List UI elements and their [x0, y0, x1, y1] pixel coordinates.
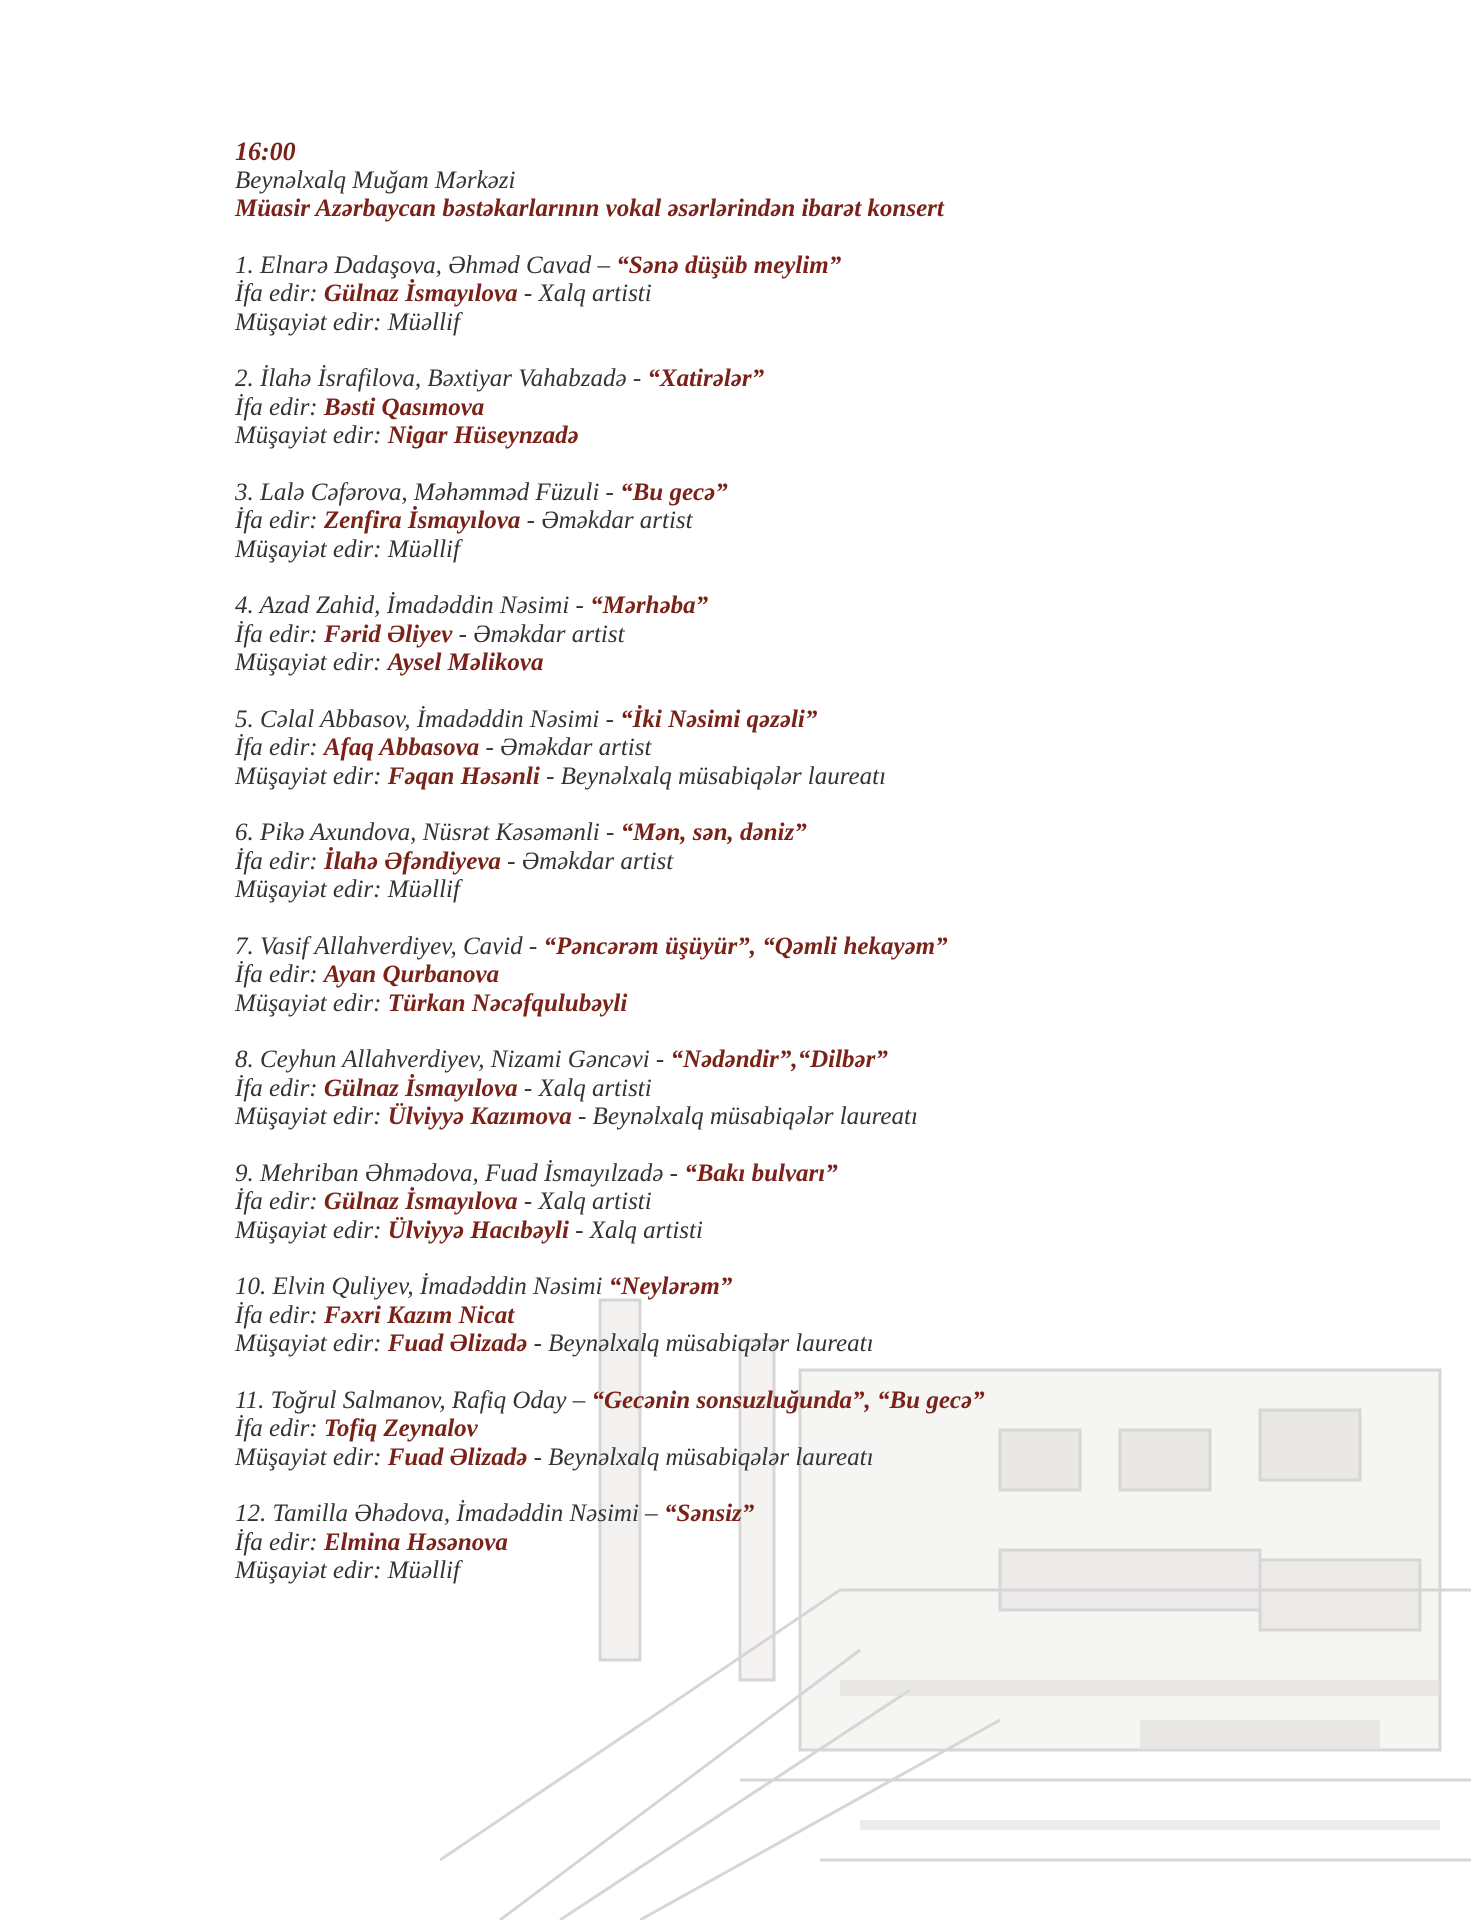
entry-performer-title: - Xalq artisti — [523, 1188, 652, 1215]
entry-number: 1. — [235, 251, 254, 279]
entry-accompanist-line — [235, 536, 1385, 565]
entry-accompanist-line — [235, 876, 1385, 905]
entry-authors: Tamilla Əhədova, İmadəddin Nəsimi – — [272, 1500, 658, 1527]
program-entry — [235, 592, 1385, 678]
program-entry — [235, 706, 1385, 792]
entry-work-line — [235, 1500, 1385, 1529]
performer-label: İfa edir: — [235, 280, 318, 307]
entry-accompanist-line — [235, 422, 1385, 451]
entry-work-line — [235, 479, 1385, 508]
entry-accompanist: Ülviyyə Hacıbəyli — [387, 1216, 569, 1244]
performer-label: İfa edir: — [235, 1074, 318, 1102]
program-content — [235, 138, 1385, 1586]
entry-performer-line — [235, 280, 1385, 309]
program-entry — [235, 933, 1385, 1019]
entry-authors: İlahə İsrafilova, Bəxtiyar Vahabzadə - — [260, 365, 642, 392]
program-entry — [235, 1046, 1385, 1132]
entry-work-line — [235, 1273, 1385, 1302]
accompanist-label: Müşayiət edir: — [235, 422, 382, 449]
entry-performer-title: - Əməkdar artist — [485, 734, 652, 761]
entry-accompanist-title: - Beynəlxalq müsabiqələr laureatı — [533, 1330, 874, 1357]
entry-song-title: “Sənə düşüb meylim” — [616, 251, 842, 279]
program-entry — [235, 1387, 1385, 1473]
program-entry — [235, 479, 1385, 565]
accompanist-label: Müşayiət edir: — [235, 535, 382, 563]
entry-performer-line — [235, 961, 1385, 990]
entry-performer-line — [235, 848, 1385, 877]
entry-performer-line — [235, 507, 1385, 536]
entry-performer-line — [235, 1075, 1385, 1104]
entry-performer-line — [235, 1415, 1385, 1444]
entry-song-title: “Mərhəba” — [590, 592, 709, 619]
entry-performer: Afaq Abbasova — [323, 734, 480, 761]
entry-performer: Fərid Əliyev — [323, 620, 453, 648]
accompanist-label: Müşayiət edir: — [235, 1557, 382, 1584]
entry-performer: Gülnaz İsmayılova — [323, 1188, 518, 1215]
entry-accompanist-line — [235, 649, 1385, 678]
entry-performer: Zenfira İsmayılova — [323, 507, 521, 534]
entry-authors: Mehriban Əhmədova, Fuad İsmayılzadə - — [260, 1159, 678, 1187]
accompanist-label: Müşayiət edir: — [235, 308, 382, 336]
entry-performer: Gülnaz İsmayılova — [323, 280, 518, 307]
event-time: 16:00 — [235, 137, 296, 166]
entry-song-title: “Neylərəm” — [608, 1273, 733, 1300]
performer-label: İfa edir: — [235, 393, 318, 421]
entry-number: 2. — [235, 365, 254, 392]
performer-label: İfa edir: — [235, 1415, 318, 1442]
program-header — [235, 138, 1385, 224]
performer-label: İfa edir: — [235, 1188, 318, 1215]
entry-authors: Elvin Quliyev, İmadəddin Nəsimi — [272, 1273, 603, 1300]
entry-accompanist-line — [235, 1330, 1385, 1359]
entry-work-line — [235, 592, 1385, 621]
entry-performer-line — [235, 1188, 1385, 1217]
entry-performer-line — [235, 734, 1385, 763]
entry-accompanist-line — [235, 763, 1385, 792]
entry-accompanist-title: - Beynəlxalq müsabiqələr laureatı — [577, 1103, 918, 1130]
performer-label: İfa edir: — [235, 734, 318, 761]
entry-work-line — [235, 706, 1385, 735]
program-entries — [235, 252, 1385, 1586]
entry-accompanist-line — [235, 1557, 1385, 1586]
entry-performer-title: - Əməkdar artist — [526, 507, 693, 534]
entry-accompanist-line — [235, 309, 1385, 338]
entry-accompanist: Nigar Hüseynzadə — [387, 422, 579, 449]
entry-accompanist: Fəqan Həsənli — [387, 762, 540, 790]
entry-performer-title: - Xalq artisti — [523, 1074, 652, 1102]
entry-work-line — [235, 1046, 1385, 1075]
entry-work-line — [235, 365, 1385, 394]
entry-song-title: “İki Nəsimi qəzəli” — [620, 705, 818, 733]
entry-accompanist-line — [235, 1217, 1385, 1246]
entry-accompanist-title: - Beynəlxalq müsabiqələr laureatı — [546, 762, 887, 790]
accompanist-label: Müşayiət edir: — [235, 876, 382, 903]
accompanist-label: Müşayiət edir: — [235, 989, 382, 1017]
entry-performer: Bəsti Qasımova — [323, 393, 485, 421]
entry-number: 6. — [235, 819, 254, 846]
accompanist-label: Müşayiət edir: — [235, 1216, 382, 1244]
entry-number: 5. — [235, 705, 254, 733]
accompanist-label: Müşayiət edir: — [235, 1443, 382, 1471]
entry-performer: Gülnaz İsmayılova — [323, 1074, 518, 1102]
entry-performer-line — [235, 1529, 1385, 1558]
performer-label: İfa edir: — [235, 847, 318, 875]
entry-performer-line — [235, 394, 1385, 423]
entry-accompanist-line — [235, 1103, 1385, 1132]
entry-performer: Ayan Qurbanova — [323, 961, 500, 988]
entry-performer: Fəxri Kazım Nicat — [323, 1301, 515, 1329]
entry-accompanist: Aysel Məlikova — [387, 649, 544, 676]
entry-performer-title: - Əməkdar artist — [458, 620, 625, 648]
entry-accompanist-line — [235, 990, 1385, 1019]
entry-song-title: “Bakı bulvarı” — [684, 1159, 838, 1187]
entry-number: 7. — [235, 932, 254, 960]
performer-label: İfa edir: — [235, 620, 318, 648]
entry-work-line — [235, 1387, 1385, 1416]
program-entry — [235, 1160, 1385, 1246]
entry-authors: Lalə Cəfərova, Məhəmməd Füzuli - — [260, 478, 614, 506]
performer-label: İfa edir: — [235, 507, 318, 534]
entry-accompanist: Müəllif — [387, 1557, 460, 1584]
entry-number: 12. — [235, 1500, 267, 1527]
entry-accompanist: Müəllif — [387, 876, 460, 903]
entry-work-line — [235, 819, 1385, 848]
entry-work-line — [235, 1160, 1385, 1189]
entry-accompanist: Türkan Nəcəfqulubəyli — [387, 989, 628, 1017]
entry-work-line — [235, 933, 1385, 962]
entry-authors: Cəlal Abbasov, İmadəddin Nəsimi - — [260, 705, 614, 733]
accompanist-label: Müşayiət edir: — [235, 1103, 382, 1130]
entry-song-title: “Pəncərəm üşüyür”, “Qəmli hekayəm” — [543, 932, 948, 960]
entry-song-title: “Gecənin sonsuzluğunda”, “Bu gecə” — [591, 1386, 985, 1414]
program-entry — [235, 1273, 1385, 1359]
entry-accompanist-title: - Xalq artisti — [575, 1216, 703, 1244]
entry-number: 9. — [235, 1159, 254, 1187]
entry-song-title: “Bu gecə” — [620, 478, 728, 506]
entry-authors: Elnarə Dadaşova, Əhməd Cavad – — [260, 251, 610, 279]
entry-accompanist: Müəllif — [387, 535, 460, 563]
entry-number: 4. — [235, 592, 254, 619]
entry-number: 10. — [235, 1273, 267, 1300]
entry-performer-line — [235, 621, 1385, 650]
entry-performer: İlahə Əfəndiyeva — [323, 847, 501, 875]
program-entry — [235, 365, 1385, 451]
entry-authors: Vasif Allahverdiyev, Cavid - — [260, 932, 538, 960]
entry-performer: Elmina Həsənova — [323, 1528, 508, 1556]
performer-label: İfa edir: — [235, 1528, 318, 1556]
entry-song-title: “Xatirələr” — [647, 365, 765, 392]
entry-authors: Toğrul Salmanov, Rafiq Oday – — [270, 1386, 586, 1414]
entry-authors: Pikə Axundova, Nüsrət Kəsəmənli - — [260, 819, 615, 846]
entry-authors: Azad Zahid, İmadəddin Nəsimi - — [259, 592, 584, 619]
accompanist-label: Müşayiət edir: — [235, 649, 382, 676]
entry-accompanist-line — [235, 1444, 1385, 1473]
entry-number: 8. — [235, 1046, 254, 1073]
concert-title: Müasir Azərbaycan bəstəkarlarının vokal əsərlərindən ibarət konsert — [235, 195, 944, 222]
accompanist-label: Müşayiət edir: — [235, 1330, 382, 1357]
entry-performer-title: - Xalq artisti — [523, 280, 652, 307]
entry-accompanist: Fuad Əlizadə — [387, 1330, 528, 1357]
entry-song-title: “Sənsiz” — [663, 1500, 755, 1527]
entry-accompanist: Müəllif — [387, 308, 460, 336]
entry-work-line — [235, 252, 1385, 281]
entry-accompanist: Ülviyyə Kazımova — [387, 1103, 572, 1130]
performer-label: İfa edir: — [235, 961, 318, 988]
entry-authors: Ceyhun Allahverdiyev, Nizami Gəncəvi - — [260, 1046, 665, 1073]
program-entry — [235, 252, 1385, 338]
performer-label: İfa edir: — [235, 1301, 318, 1329]
program-entry — [235, 1500, 1385, 1586]
program-entry — [235, 819, 1385, 905]
event-venue: Beynəlxalq Muğam Mərkəzi — [235, 166, 516, 194]
entry-number: 3. — [235, 478, 254, 506]
entry-song-title: “Mən, sən, dəniz” — [620, 819, 807, 846]
entry-performer: Tofiq Zeynalov — [323, 1415, 478, 1442]
entry-song-title: “Nədəndir”,“Dilbər” — [670, 1046, 888, 1073]
entry-performer-line — [235, 1302, 1385, 1331]
entry-accompanist: Fuad Əlizadə — [387, 1443, 528, 1471]
entry-accompanist-title: - Beynəlxalq müsabiqələr laureatı — [533, 1443, 874, 1471]
entry-number: 11. — [235, 1386, 265, 1414]
entry-performer-title: - Əməkdar artist — [507, 847, 674, 875]
accompanist-label: Müşayiət edir: — [235, 762, 382, 790]
